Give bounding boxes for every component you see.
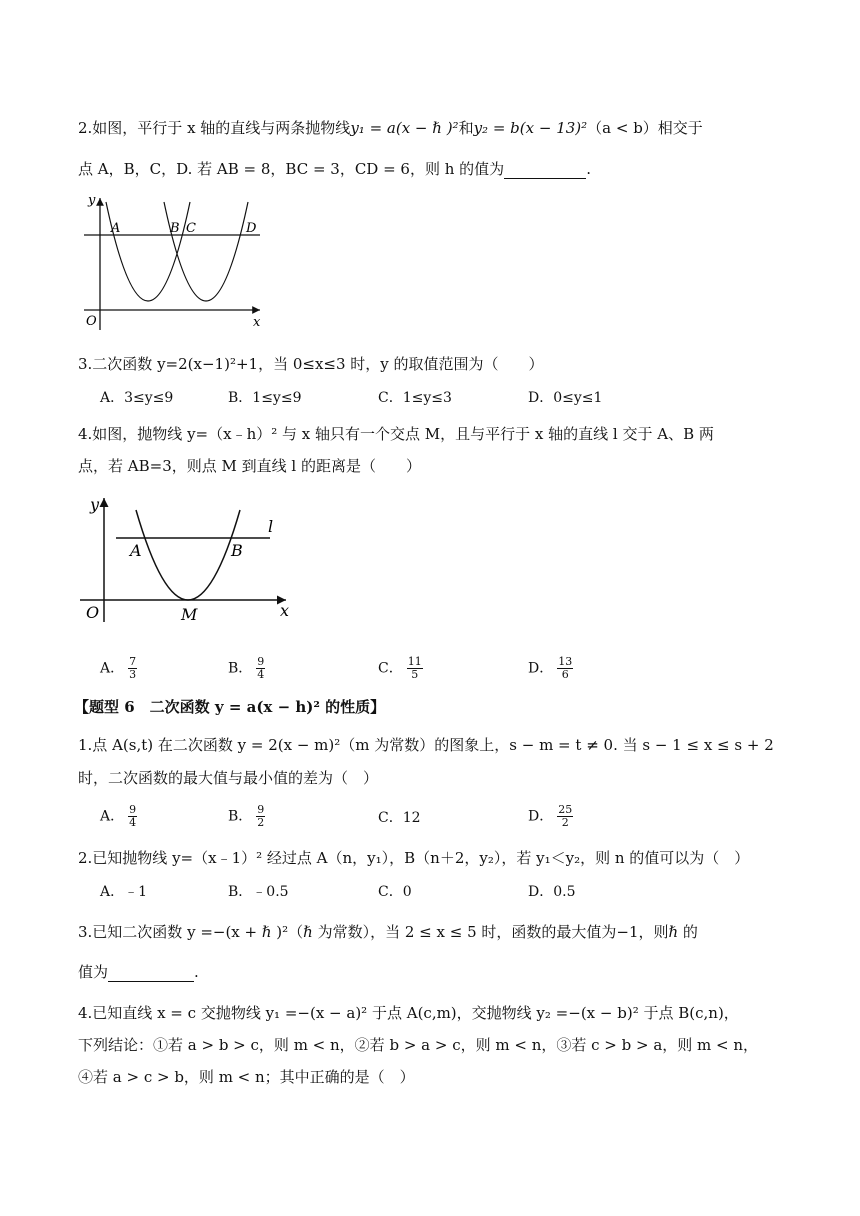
q2-y2-formula: y₂ = b(x − 13)²	[473, 119, 588, 137]
denominator: 3	[129, 668, 137, 681]
denominator: 2	[257, 816, 265, 829]
fraction	[557, 804, 573, 829]
label-B: B	[170, 221, 180, 236]
q2-line2	[78, 159, 591, 179]
parabola	[136, 510, 240, 600]
numerator: 9	[257, 803, 265, 816]
s2-stem: 2.已知抛物线 y=（x﹣1）² 经过点 A（n，y₁），B（n＋2，y₂），若 y₁＜y₂，则 n 的值可以为（ ）	[78, 849, 750, 867]
label-x: x	[280, 601, 290, 620]
label-O: O	[86, 603, 100, 622]
s4-line1: 4.已知直线 x = c 交抛物线 y₁ =−(x − a)² 于点 A(c,m)，交抛物线 y₂ =−(x − b)² 于点 B(c,n)，	[78, 1004, 739, 1022]
fraction	[256, 804, 265, 829]
label-O: O	[86, 314, 97, 329]
fraction	[256, 656, 265, 681]
q4-option-a[interactable]	[100, 656, 137, 681]
q2-line1	[78, 118, 703, 138]
label-D: D	[246, 221, 257, 236]
figure-parabola-tangent	[78, 490, 298, 630]
label-l: l	[268, 517, 274, 536]
q4-option-b[interactable]	[228, 656, 265, 681]
s1-option-d[interactable]	[528, 804, 573, 829]
label-B: B	[231, 541, 243, 560]
option-letter: A．	[100, 808, 125, 825]
label-A: A	[111, 221, 121, 236]
q4-option-d[interactable]	[528, 656, 573, 681]
q4-option-c[interactable]	[378, 656, 423, 681]
q3-option-c[interactable]: C．1≤y≤3	[378, 390, 452, 406]
label-y: y	[90, 495, 100, 514]
numerator: 11	[407, 655, 422, 668]
denominator: 4	[129, 816, 137, 829]
label-C: C	[186, 221, 196, 236]
denominator: 4	[257, 668, 265, 681]
parabola-1	[106, 202, 190, 301]
s3-text: 值为	[78, 963, 109, 981]
s2-option-c[interactable]: C．0	[378, 884, 412, 900]
q3-option-a[interactable]: A．3≤y≤9	[100, 390, 174, 406]
option-letter: B．	[228, 808, 253, 825]
q2-period: .	[586, 160, 591, 178]
fraction	[128, 656, 137, 681]
q2-y1-formula: y₁ = a(x − ℏ )²	[350, 119, 459, 137]
option-letter: C．	[378, 660, 403, 677]
s4-line3: ④若 a > c > b，则 m < n；其中正确的是（ ）	[78, 1068, 415, 1086]
q2-and: 和	[458, 119, 474, 137]
s3-line1: 3.已知二次函数 y =−(x + ℏ )²（ℏ 为常数），当 2 ≤ x ≤ 5 时，函数的最大值为−1，则ℏ 的	[78, 923, 698, 941]
numerator: 25	[558, 803, 573, 816]
fraction	[407, 656, 423, 681]
q2-answer-blank[interactable]	[504, 162, 586, 179]
s3-period: .	[194, 963, 199, 981]
option-letter: C．	[378, 810, 403, 826]
s3-line2	[78, 962, 199, 982]
q3-stem: 3.二次函数 y=2(x−1)²+1，当 0≤x≤3 时，y 的取值范围为（ ）	[78, 355, 544, 373]
q3-option-d[interactable]: D．0≤y≤1	[528, 390, 603, 406]
s2-option-b[interactable]: B．﹣0.5	[228, 884, 289, 900]
parabola-2	[164, 202, 248, 301]
numerator: 13	[558, 655, 573, 668]
q2-text2: 点 A，B，C，D. 若 AB = 8，BC = 3，CD = 6，则 h 的值为	[78, 160, 505, 178]
s3-answer-blank[interactable]	[108, 965, 194, 982]
option-value: 12	[402, 810, 421, 826]
numerator: 9	[257, 655, 265, 668]
q2-condition: （a < b）相交于	[587, 119, 703, 137]
q4-line1: 4.如图，抛物线 y=（x﹣h）² 与 x 轴只有一个交点 M，且与平行于 x 轴的直线 l 交于 A、B 两	[78, 425, 714, 443]
section-heading: 【题型 6 二次函数 y = a(x − h)² 的性质】	[74, 698, 386, 716]
option-letter: B．	[228, 660, 253, 677]
s1-option-b[interactable]	[228, 804, 265, 829]
s4-line2: 下列结论：①若 a > b > c，则 m < n，②若 b > a > c，则 m < n，③若 c > b > a，则 m < n，	[78, 1036, 759, 1054]
fraction	[557, 656, 573, 681]
fraction	[128, 804, 137, 829]
option-letter: D．	[528, 660, 554, 677]
figure-two-parabolas	[78, 190, 278, 340]
denominator: 6	[561, 668, 569, 681]
numerator: 7	[129, 655, 137, 668]
denominator: 5	[411, 668, 419, 681]
q4-line2: 点，若 AB=3，则点 M 到直线 l 的距离是（ ）	[78, 457, 421, 475]
numerator: 9	[129, 803, 137, 816]
q2-text: 2.如图，平行于 x 轴的直线与两条抛物线	[78, 119, 351, 137]
denominator: 2	[561, 816, 569, 829]
q3-option-b[interactable]: B．1≤y≤9	[228, 390, 302, 406]
label-x: x	[253, 315, 261, 330]
s1-option-a[interactable]	[100, 804, 137, 829]
label-M: M	[181, 605, 198, 624]
s2-option-d[interactable]: D．0.5	[528, 884, 576, 900]
option-letter: D．	[528, 808, 554, 825]
s1-option-c[interactable]	[378, 808, 421, 828]
label-A: A	[130, 541, 142, 560]
s1-line1: 1.点 A(s,t) 在二次函数 y = 2(x − m)²（m 为常数）的图象上，s − m = t ≠ 0. 当 s − 1 ≤ x ≤ s + 2	[78, 736, 774, 754]
s2-option-a[interactable]: A．﹣1	[100, 884, 148, 900]
label-y: y	[88, 193, 96, 208]
s1-line2: 时，二次函数的最大值与最小值的差为（ ）	[78, 769, 379, 787]
option-letter: A．	[100, 660, 125, 677]
